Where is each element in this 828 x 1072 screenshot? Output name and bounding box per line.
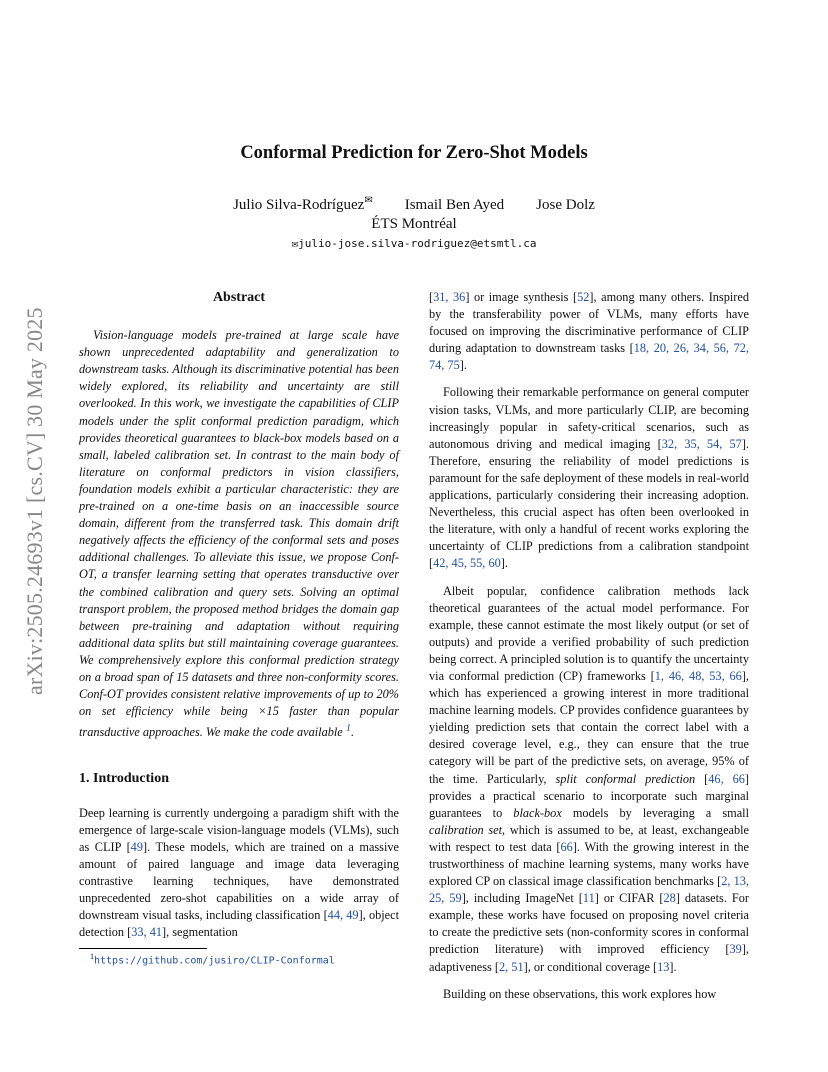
citation-link[interactable]: 46, 66 xyxy=(708,771,745,786)
footnote-divider xyxy=(79,948,207,949)
citation-link[interactable]: 1, 46, 48, 53, 66 xyxy=(654,668,742,683)
author-2: Ismail Ben Ayed xyxy=(404,197,505,213)
author-1: Julio Silva-Rodríguez✉ xyxy=(233,195,373,213)
citation-link[interactable]: 18, 20, 26, 34, 56, 72, 74, 75 xyxy=(429,341,749,373)
abstract-heading: Abstract xyxy=(212,290,266,305)
envelope-icon: ✉ xyxy=(364,195,373,206)
citation-link[interactable]: 31, 36 xyxy=(433,290,466,304)
footnote-mark: 1 xyxy=(90,952,94,961)
intro-paragraph-1-cont: [31, 36] or image synthesis [52], among many others. Inspired by the transferability power of VLMs, many efforts have focused on improving the discriminative performance of CLIP during adaptation to downstream tasks [18, 20, 26, 34, 56, 72, 74, 75]. xyxy=(429,290,749,373)
citation-link[interactable]: 2, 51 xyxy=(499,959,524,974)
citation-link[interactable]: 2, 13, 25, 59 xyxy=(429,874,749,906)
left-column xyxy=(79,289,399,948)
citation-link[interactable]: 32, 35, 54, 57 xyxy=(661,436,742,451)
intro-paragraph-3: Albeit popular, confidence calibration methods lack theoretical guarantees of the actual model performance. For example, these cannot estimate the most likely output (or set of outputs) and provide a verified probability of such prediction being correct. A principled solution is to quantify the uncertainty via conformal prediction (CP) frameworks [1, 46, 48, 53, 66], which has experienced a growing interest in more traditional machine learning models. CP provides confidence guarantees by yielding prediction sets that contain the correct label with a desired coverage level, e.g., they can ensure that the true category will be part of the predictive sets, on average, 95% of the time. Particularly, split conformal prediction [46, 66] provides a practical scenario to incorporate such marginal guarantees to black-box models by leveraging a small calibration set, which is assumed to be, at least, exchangeable with respect to test data [66]. With the growing interest in the trustworthiness of machine learning systems, many works have explored CP on classical image classification benchmarks [2, 13, 25, 59], including ImageNet [11] or CIFAR [28] datasets. For example, these works have focused on proposing novel criteria to create the predictive sets (non-conformity scores in conformal prediction literature) with improved efficiency [39], adaptiveness [2, 51], or conditional coverage [13]. xyxy=(429,583,750,974)
right-column xyxy=(429,289,749,1013)
citation-link[interactable]: 13 xyxy=(657,959,670,974)
citation-link[interactable]: 44, 49 xyxy=(327,908,359,923)
citation-link[interactable]: 33, 41 xyxy=(131,925,162,940)
citation-link[interactable]: 66 xyxy=(560,839,573,854)
author-3: Jose Dolz xyxy=(536,197,595,213)
arxiv-stamp: arXiv:2505.24693v1 [cs.CV] 30 May 2025 xyxy=(22,307,47,695)
intro-paragraph-1: Deep learning is currently undergoing a paradigm shift with the emergence of large-scale vision-language models (VLMs), such as CLIP [49]. These models, which are trained on a massive amount of paired language and image data leveraging contrastive learning techniques, have demonstrated unprecedented zero-shot capabilities on a wide array of downstream visual tasks, including classification [44, 49], object detection [33, 41], segmentation xyxy=(79,805,399,940)
contact-email[interactable]: ✉julio-jose.silva-rodriguez@etsmtl.ca xyxy=(291,237,537,250)
paper-title: Conformal Prediction for Zero-Shot Models xyxy=(240,143,588,163)
citation-link[interactable]: 39 xyxy=(729,942,742,957)
intro-paragraph-4: Building on these observations, this work explores how xyxy=(443,986,717,1001)
envelope-icon: ✉ xyxy=(291,237,299,250)
affiliation: ÉTS Montréal xyxy=(371,216,457,232)
abstract-text: Vision-language models pre-trained at large scale have shown unprecedented adaptability and generalization to downstream tasks. Although its discriminative potential has been widely explored, its reliability and uncertainty are still overlooked. In this work, we investigate the capabilities of CLIP models under the split conformal prediction paradigm, which provides theoretical guarantees to black-box models based on a small, labeled calibration set. In contrast to the main body of literature on conformal predictors in vision classifiers, foundation models exhibit a particular characteristic: they are pre-trained on a one-time basis on an inaccessible source domain, different from the transferred task. This domain drift negatively affects the efficiency of the conformal sets and poses additional challenges. To alleviate this issue, we propose Conf-OT, a transfer learning setting that operates transductive over the combined calibration and query sets. Solving an optimal transport problem, the proposed method bridges the domain gap between pre-training and adaptation without requiring additional data splits but still maintaining coverage guarantees. We comprehensively explore this conformal prediction strategy on a broad span of 15 datasets and three non-conformity scores. Conf-OT provides consistent relative improvements of up to 20% on set efficiency while being ×15 faster than popular transductive approaches. We make the code available $^1$. xyxy=(79,328,399,740)
citation-link[interactable]: 42, 45, 55, 60 xyxy=(433,556,501,571)
citation-link[interactable]: 11 xyxy=(582,891,595,906)
citation-link[interactable]: 49 xyxy=(130,839,143,854)
footnote xyxy=(90,952,335,966)
citation-link[interactable]: 28 xyxy=(663,891,676,906)
section-heading-introduction: 1. Introduction xyxy=(79,771,169,787)
footnote-url[interactable]: https://github.com/jusiro/CLIP-Conformal xyxy=(94,955,335,967)
author-list xyxy=(0,195,828,214)
citation-link[interactable]: 52 xyxy=(577,290,590,304)
intro-paragraph-2: Following their remarkable performance on general computer vision tasks, VLMs, and more particularly CLIP, are becoming increasingly popular in safety-critical scenarios, such as autonomous driving and medical imaging [32, 35, 54, 57]. Therefore, ensuring the reliability of model predictions is paramount for the safe deployment of these models in real-world applications, particularly considering their increasing adoption. Nevertheless, this crucial aspect has often been overlooked in the literature, with only a handful of recent works exploring the uncertainty of CLIP predictions from a calibration standpoint [42, 45, 55, 60]. xyxy=(429,385,749,571)
footnote-link[interactable]: 1 xyxy=(345,723,351,735)
